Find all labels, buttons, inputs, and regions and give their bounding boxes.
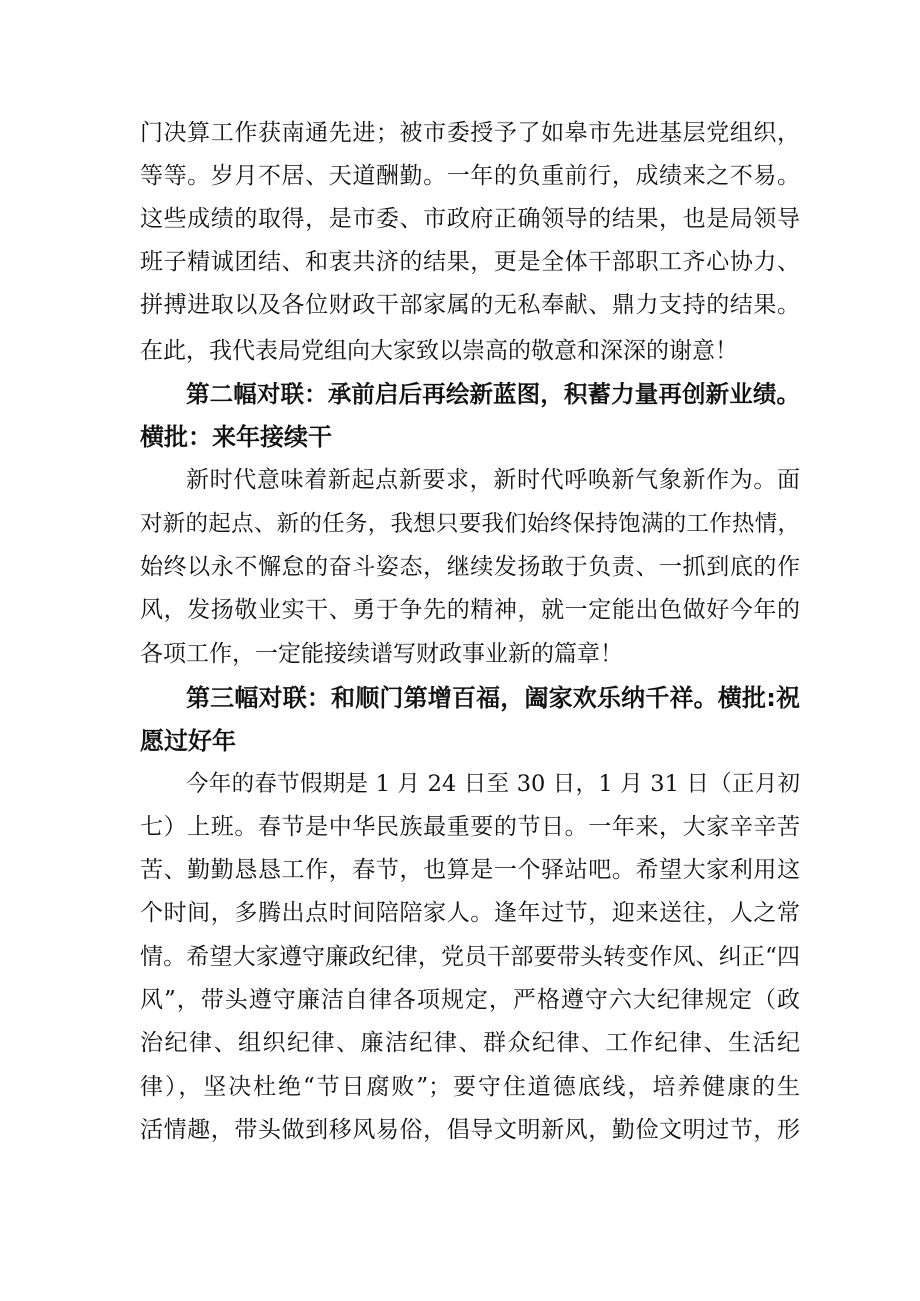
text-line: 这些成绩的取得，是市委、市政府正确领导的结果，也是局领导	[140, 206, 800, 232]
text-line: 门决算工作获南通先进；被市委授予了如皋市先进基层党组织，	[140, 120, 800, 146]
text-line: 等等。岁月不居、天道酬勤。一年的负重前行，成绩来之不易。	[140, 163, 800, 189]
text-line: 始终以永不懈怠的奋斗姿态，继续发扬敢于负责、一抓到底的作	[140, 554, 800, 580]
text-line: 活情趣，带头做到移风易俗，倡导文明新风，勤俭文明过节，形	[140, 1117, 800, 1143]
text-line: 苦、勤勤恳恳工作，春节，也算是一个驿站吧。希望大家利用这	[140, 857, 800, 883]
text-line: 律），坚决杜绝“节日腐败”；要守住道德底线，培养健康的生	[140, 1074, 800, 1100]
text-line: 风”，带头遵守廉洁自律各项规定，严格遵守六大纪律规定（政	[140, 987, 800, 1013]
text-line: 个时间，多腾出点时间陪陪家人。逢年过节，迎来送往，人之常	[140, 900, 800, 926]
text-line: 拼搏进取以及各位财政干部家属的无私奉献、鼎力支持的结果。	[140, 292, 800, 318]
text-line: 情。希望大家遵守廉政纪律，党员干部要带头转变作风、纠正“四	[140, 944, 800, 970]
text-line: 各项工作，一定能接续谱写财政事业新的篇章！	[140, 641, 623, 667]
heading-line: 第三幅对联：和顺门第增百福，阖家欢乐纳千祥。横批:祝	[186, 684, 800, 712]
text-line: 在此，我代表局党组向大家致以崇高的敬意和深深的谢意！	[140, 338, 738, 364]
text-line: 风，发扬敬业实干、勇于争先的精神，就一定能出色做好今年的	[140, 597, 800, 623]
text-line: 对新的起点、新的任务，我想只要我们始终保持饱满的工作热情，	[140, 511, 800, 537]
heading-line: 第二幅对联：承前启后再绘新蓝图，积蓄力量再创新业绩。	[186, 380, 800, 408]
heading-line: 横批：来年接续干	[140, 423, 332, 451]
text-line: 今年的春节假期是 1 月 24 日至 30 日，1 月 31 日（正月初	[186, 771, 800, 797]
text-line: 班子精诚团结、和衷共济的结果，更是全体干部职工齐心协力、	[140, 249, 800, 275]
text-line: 七）上班。春节是中华民族最重要的节日。一年来，大家辛辛苦	[140, 814, 800, 840]
heading-line: 愿过好年	[140, 727, 236, 755]
text-line: 新时代意味着新起点新要求，新时代呼唤新气象新作为。面	[186, 467, 800, 493]
text-line: 治纪律、组织纪律、廉洁纪律、群众纪律、工作纪律、生活纪	[140, 1030, 800, 1056]
